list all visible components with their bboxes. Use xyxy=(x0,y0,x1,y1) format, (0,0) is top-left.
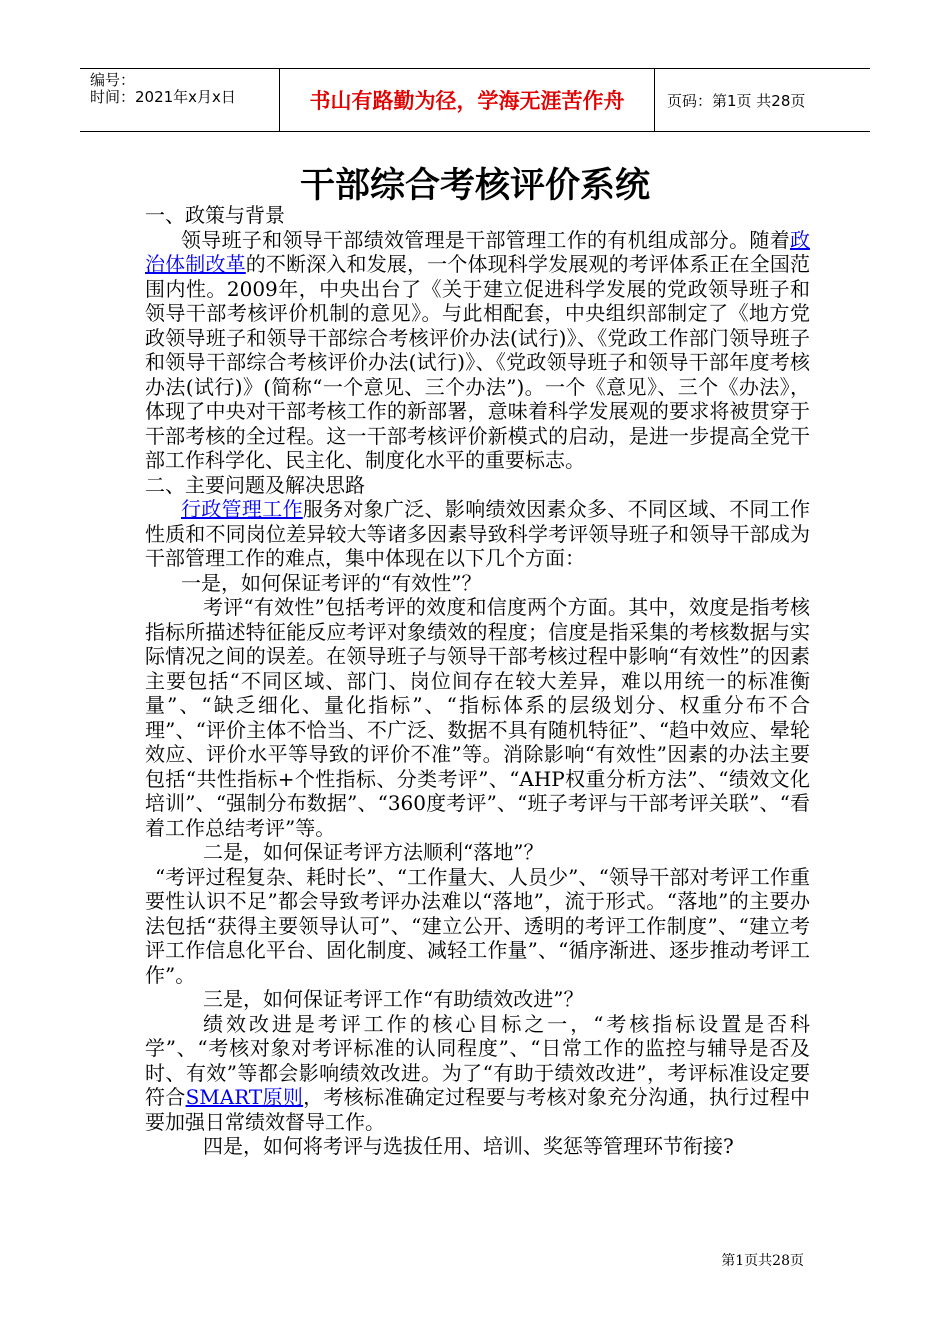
link-smart-principle[interactable]: SMART原则 xyxy=(185,1085,304,1109)
paragraph-text: 的不断深入和发展，一个体现科学发展观的考评体系正在全国范围内性。2009年，中央出台了《关于建立促进科学发展的党政领导班子和领导干部考核评价机制的意见》。与此相配套，中央组织部制定了《地方党政领导班子和领导干部综合考核评价办法(试行)》、《党政工作部门领导班子和领导干部综合考核评价办法(试行)》、《党政领导班子和领导干部年度考核办法(试行)》(简称“一个意见、三个办法”)。一个《意见》、三个《办法》，体现了中央对干部考核工作的新部署，意味着科学发展观的要求将被贯穿于干部考核的全过程。这一干部考核评价新模式的启动，是进一步提高全党干部工作科学化、民主化、制度化水平的重要标志。 xyxy=(145,252,810,472)
document-title: 干部综合考核评价系统 xyxy=(299,166,650,206)
link-political-reform[interactable]: 政治体制改革 xyxy=(145,227,810,276)
section-heading-2: 二、主要问题及解决思路 xyxy=(145,472,365,497)
header-page-number: 页码：第1页 共28页 xyxy=(667,91,806,110)
paragraph-policy-background xyxy=(145,228,810,473)
doc-number-label: 编号： xyxy=(90,71,136,89)
header-motto: 书山有路勤为径，学海无涯苦作舟 xyxy=(280,69,655,131)
header-meta xyxy=(80,69,280,131)
paragraph-improvement xyxy=(145,1012,810,1135)
question-3: 三是，如何保证考评工作“有助绩效改进”？ xyxy=(203,987,584,1011)
document-body xyxy=(145,203,810,1159)
paragraph-main-issues xyxy=(145,497,810,571)
paragraph-validity: 考评“有效性”包括考评的效度和信度两个方面。其中，效度是指考核指标所描述特征能反应考评对象绩效的程度；信度是指采集的考核数据与实际情况之间的误差。在领导班子与领导干部考核过程中影响“有效性”的因素主要包括“不同区域、部门、岗位间存在较大差异，难以用统一的标准衡量”、“缺乏细化、量化指标”、“指标体系的层级划分、权重分布不合理”、“评价主体不恰当、不广泛、数据不具有随机特征”、“趋中效应、晕轮效应、评价水平等导致的评价不准”等。消除影响“有效性”因素的办法主要包括“共性指标+个性指标、分类考评”、“AHP权重分析方法”、“绩效文化培训”、“强制分布数据”、“360度考评”、“班子考评与干部考评关联”、“看着工作总结考评”等。 xyxy=(145,595,810,840)
paragraph-landing: “考评过程复杂、耗时长”、“工作量大、人员少”、“领导干部对考评工作重要性认识不足”都会导致考评办法难以“落地”，流于形式。“落地”的主要办法包括“获得主要领导认可”、“建立公开、透明的考评工作制度”、“建立考评工作信息化平台、固化制度、减轻工作量”、“循序渐进、逐步推动考评工作”。 xyxy=(145,864,810,987)
question-1: 一是，如何保证考评的“有效性”？ xyxy=(181,570,482,595)
section-heading-1: 一、政策与背景 xyxy=(145,203,285,227)
doc-date-label: 时间：2021年x月x日 xyxy=(90,88,236,106)
paragraph-text: 绩效改进是考评工作的核心目标之一，“考核指标设置是否科学”、“考核对象对考评标准的认同程度”、“日常工作的监控与辅导是否及时、有效”等都会影响绩效改进。为了“有助于绩效改进”，考评标准设定要符合 xyxy=(145,1011,810,1109)
paragraph-text: 领导班子和领导干部绩效管理是干部管理工作的有机组成部分。随着 xyxy=(181,227,790,252)
question-2: 二是，如何保证考评方法顺利“落地”？ xyxy=(203,840,544,864)
paragraph-text: ，考核标准确定过程要与考核对象充分沟通，执行过程中要加强日常绩效督导工作。 xyxy=(145,1085,811,1134)
link-administrative-work[interactable]: 行政管理工作 xyxy=(181,497,303,521)
page-header xyxy=(80,68,870,132)
question-4: 四是，如何将考评与选拔任用、培训、奖惩等管理环节衔接? xyxy=(203,1134,734,1158)
footer-page-number: 第1页共28页 xyxy=(721,1253,804,1269)
paragraph-text: 服务对象广泛、影响绩效因素众多、不同区域、不同工作性质和不同岗位差异较大等诸多因素导致科学考评领导班子和领导干部成为干部管理工作的难点，集中体现在以下几个方面： xyxy=(145,497,811,570)
